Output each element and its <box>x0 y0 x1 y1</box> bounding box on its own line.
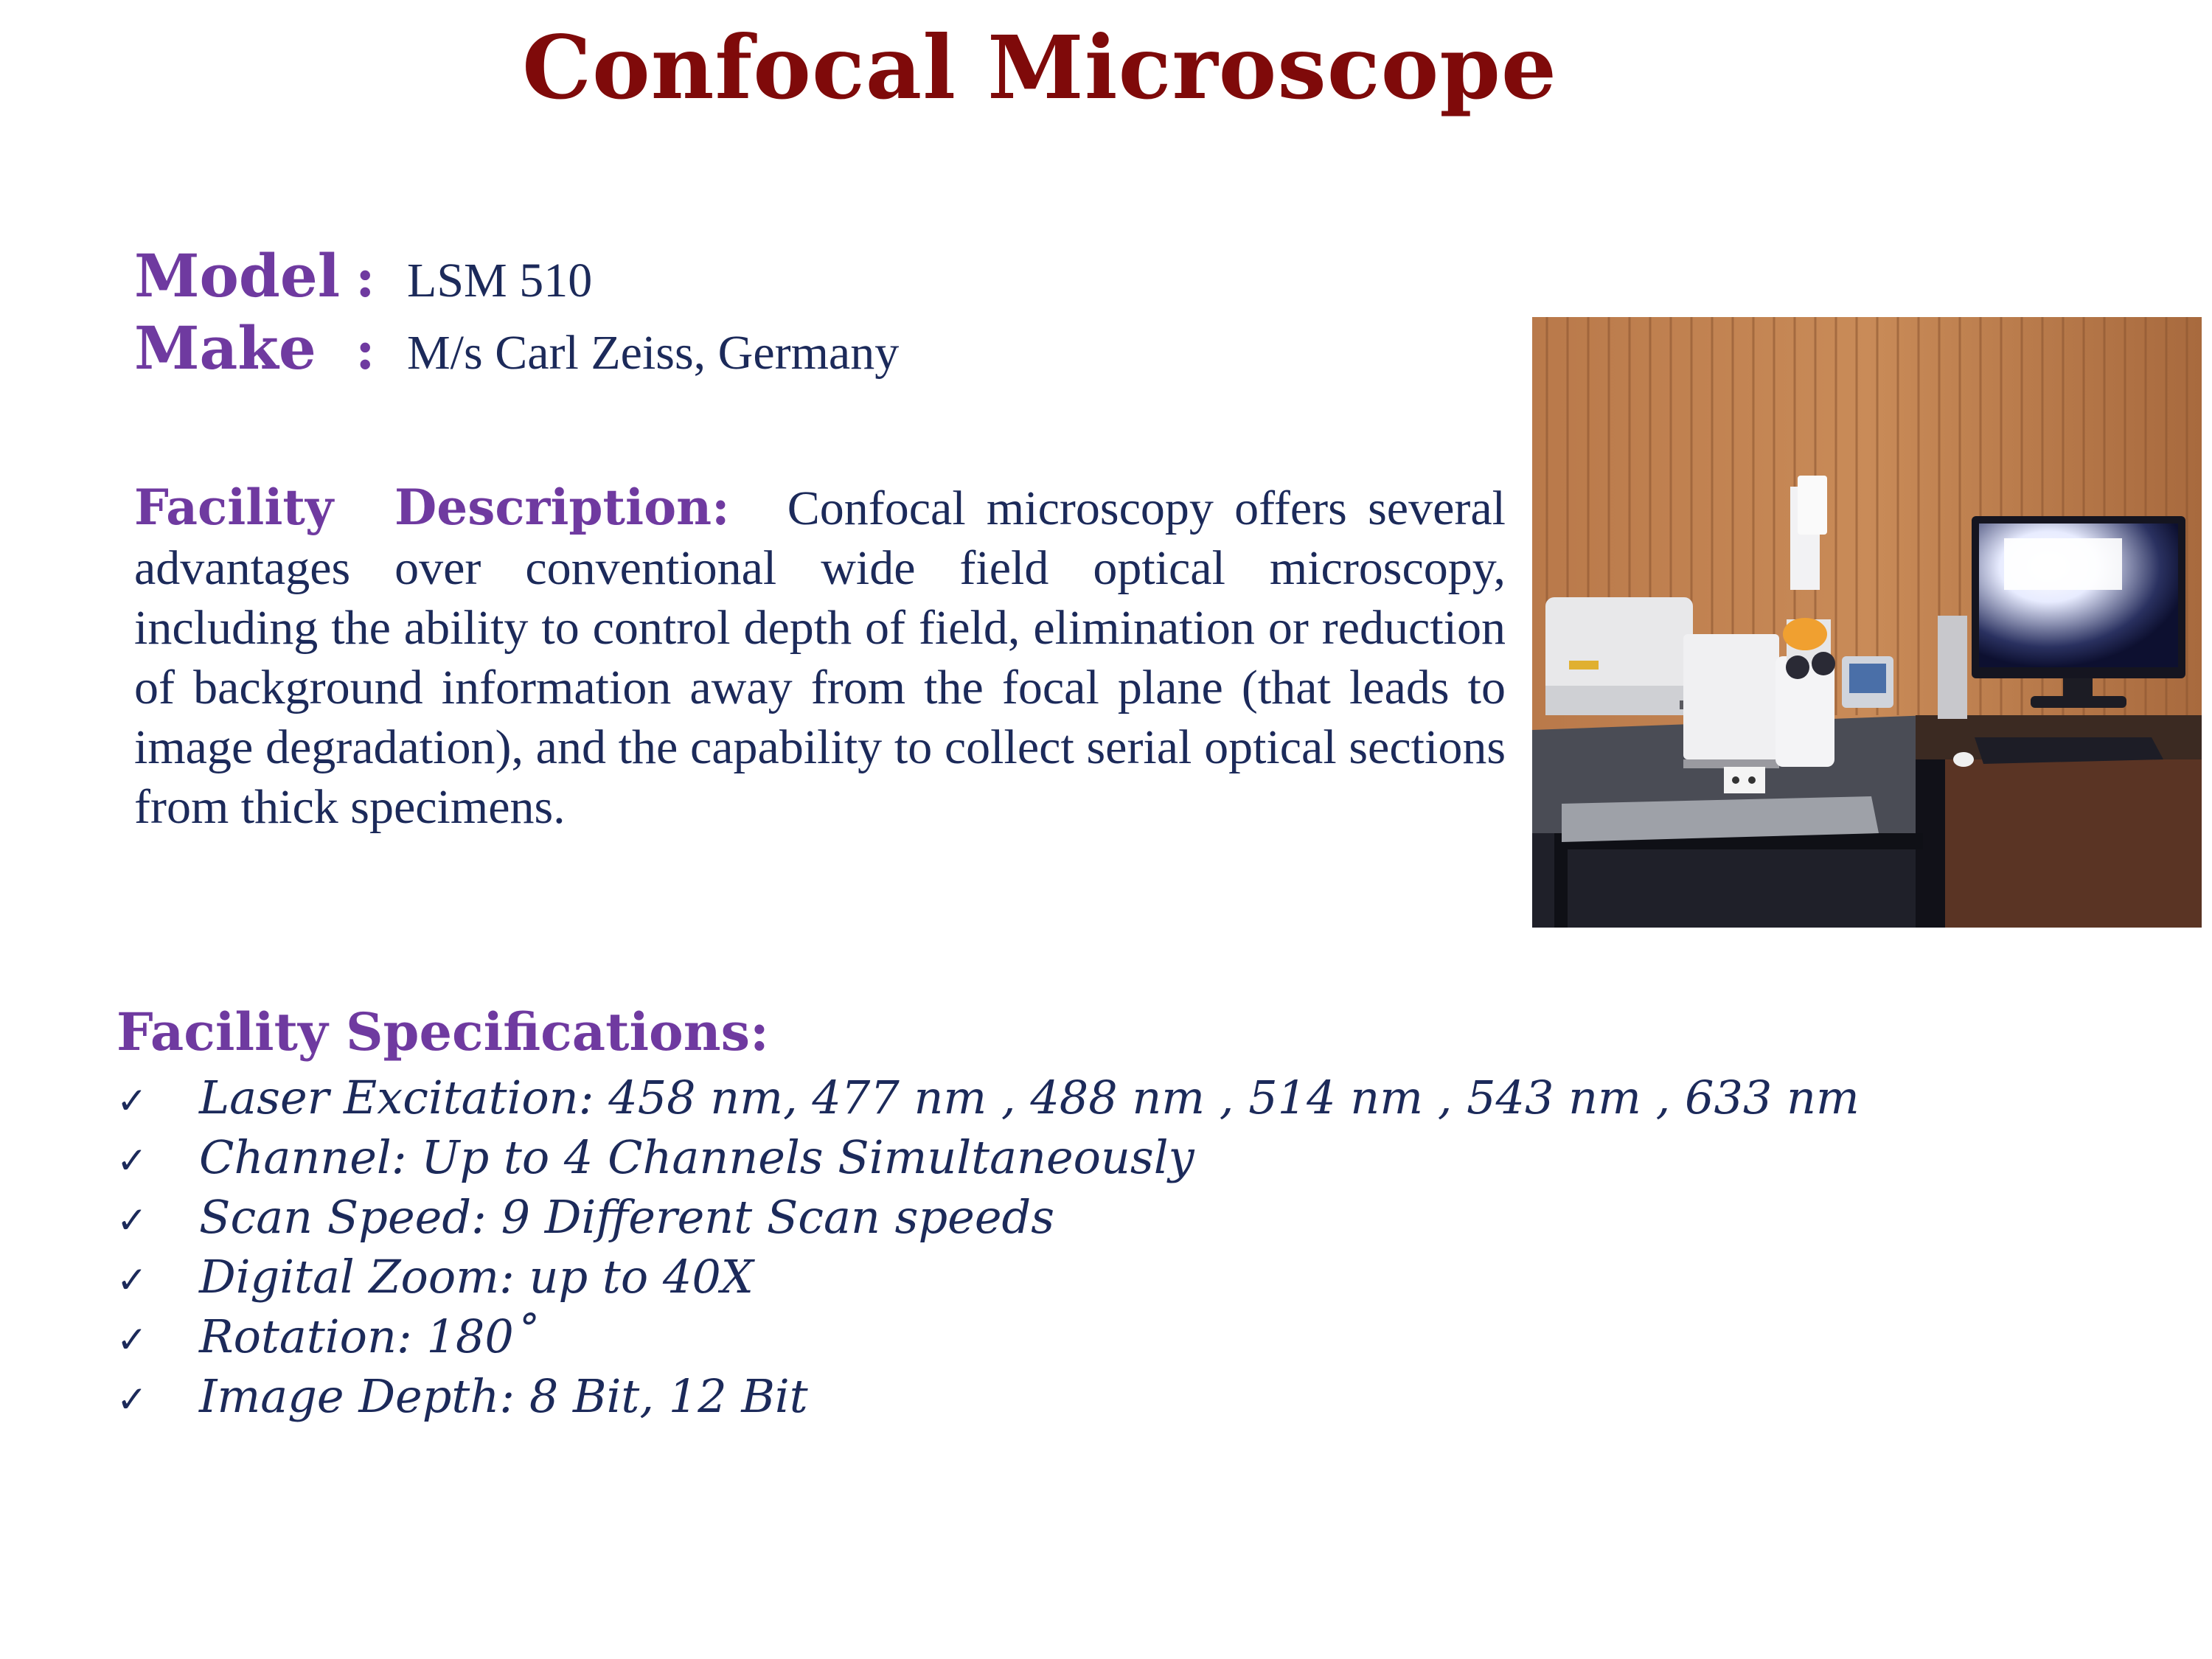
check-icon: ✓ <box>116 1199 147 1242</box>
check-icon: ✓ <box>116 1378 147 1421</box>
specifications-list <box>116 1068 1860 1426</box>
description-text: Confocal microscopy offers several advantages over conventional wide field optical microscopy, including the ability to control depth of field, elimination or reduction of background information away from the focal plane (that leads to image degradation), and the capability to collect serial optical sections from thick specimens. <box>134 481 1506 834</box>
page-title: Confocal Microscope <box>522 16 1557 119</box>
microscope-photo <box>1532 317 2202 928</box>
check-icon: ✓ <box>116 1318 147 1361</box>
make-row <box>134 313 899 383</box>
spec-text: Rotation: 180˚ <box>199 1310 537 1363</box>
list-item <box>116 1247 1860 1307</box>
make-value: M/s Carl Zeiss, Germany <box>407 326 900 380</box>
model-colon: : <box>355 246 375 309</box>
list-item <box>116 1127 1860 1187</box>
check-icon: ✓ <box>116 1259 147 1301</box>
spec-text: Digital Zoom: up to 40X <box>199 1250 754 1304</box>
spec-text: Image Depth: 8 Bit, 12 Bit <box>199 1369 808 1423</box>
check-icon: ✓ <box>116 1079 147 1122</box>
spec-text: Scan Speed: 9 Different Scan speeds <box>199 1190 1055 1244</box>
list-item <box>116 1307 1860 1366</box>
specifications-heading: Facility Specifications: <box>116 1001 769 1062</box>
list-item <box>116 1366 1860 1426</box>
model-row <box>134 240 592 311</box>
model-label: Model <box>134 241 341 310</box>
description-heading: Facility Description: <box>134 479 730 536</box>
check-icon: ✓ <box>116 1139 147 1182</box>
make-colon: : <box>355 319 375 381</box>
list-item <box>116 1068 1860 1127</box>
make-label: Make <box>134 313 316 383</box>
spec-text: Channel: Up to 4 Channels Simultaneously <box>199 1130 1194 1184</box>
model-value: LSM 510 <box>407 254 593 307</box>
facility-description <box>134 478 1506 837</box>
spec-text: Laser Excitation: 458 nm, 477 nm , 488 nm , 514 nm , 543 nm , 633 nm <box>199 1071 1860 1124</box>
list-item <box>116 1187 1860 1247</box>
